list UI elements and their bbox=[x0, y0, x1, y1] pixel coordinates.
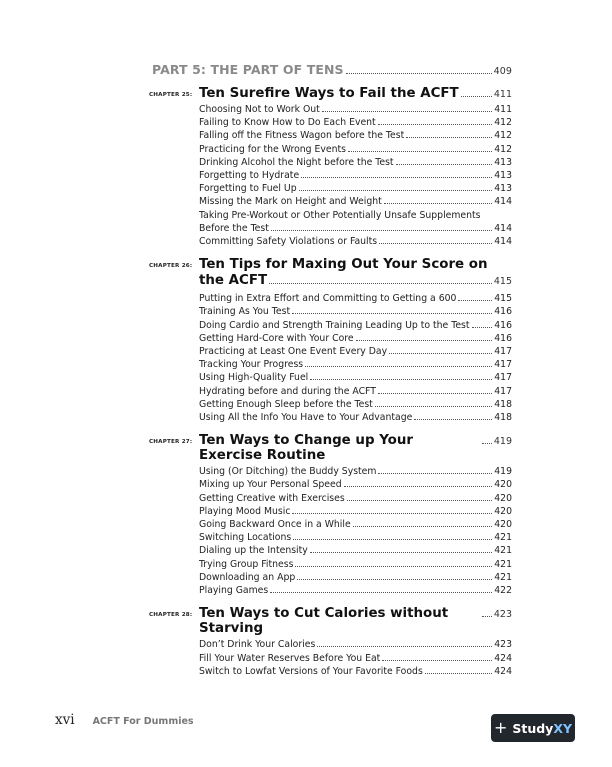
chapter-page: 415 bbox=[493, 276, 512, 288]
toc-entry[interactable] bbox=[199, 169, 512, 182]
entry-page: 416 bbox=[494, 332, 512, 344]
chapter-title: Ten Tips for Maxing Out Your Score on bbox=[199, 257, 488, 273]
entry-title: Trying Group Fitness bbox=[199, 558, 294, 570]
entry-page: 419 bbox=[494, 466, 512, 478]
entry-page: 413 bbox=[494, 170, 512, 182]
toc-entry[interactable] bbox=[199, 544, 512, 557]
dot-leader bbox=[310, 379, 492, 380]
toc-entry[interactable] bbox=[199, 209, 512, 235]
chapter-26 bbox=[149, 257, 512, 424]
entry-title: Forgetting to Hydrate bbox=[199, 170, 300, 182]
entry-title: Fill Your Water Reserves Before You Eat bbox=[199, 652, 381, 664]
part-title: PART 5: THE PART OF TENS bbox=[152, 62, 344, 77]
toc-entry[interactable] bbox=[199, 182, 512, 195]
entry-title: Missing the Mark on Height and Weight bbox=[199, 196, 382, 208]
entry-title: Switch to Lowfat Versions of Your Favorite Foods bbox=[199, 665, 423, 677]
dot-leader bbox=[292, 513, 492, 514]
table-of-contents bbox=[149, 62, 512, 678]
dot-leader bbox=[472, 327, 493, 328]
dot-leader bbox=[299, 190, 493, 191]
chapter-title-continued: the ACFT bbox=[199, 273, 268, 289]
entry-page: 417 bbox=[494, 385, 512, 397]
toc-entry[interactable] bbox=[199, 665, 512, 678]
entry-title: Downloading an App bbox=[199, 571, 296, 583]
chapter-28 bbox=[149, 606, 512, 678]
dot-leader bbox=[406, 137, 492, 138]
dot-leader bbox=[389, 353, 492, 354]
entry-title: Playing Games bbox=[199, 585, 269, 597]
toc-entry[interactable] bbox=[199, 465, 512, 478]
chapter-27 bbox=[149, 433, 512, 597]
entry-page: 413 bbox=[494, 156, 512, 168]
dot-leader bbox=[414, 419, 492, 420]
entry-title: Dialing up the Intensity bbox=[199, 545, 308, 557]
entry-title: Mixing up Your Personal Speed bbox=[199, 479, 342, 491]
entry-title: Doing Cardio and Strength Training Leading Up to the Test bbox=[199, 319, 470, 331]
toc-entry[interactable] bbox=[199, 292, 512, 305]
dot-leader bbox=[378, 473, 492, 474]
toc-entry[interactable] bbox=[199, 398, 512, 411]
toc-entry[interactable] bbox=[199, 492, 512, 505]
toc-entry[interactable] bbox=[199, 652, 512, 665]
entry-title: Failing to Know How to Do Each Event bbox=[199, 117, 376, 129]
entry-title: Getting Creative with Exercises bbox=[199, 492, 345, 504]
entry-title: Getting Enough Sleep before the Test bbox=[199, 398, 373, 410]
dot-leader bbox=[378, 393, 492, 394]
toc-entry[interactable] bbox=[199, 584, 512, 597]
entry-title: Falling off the Fitness Wagon before the Test bbox=[199, 130, 405, 142]
entry-list bbox=[199, 465, 512, 597]
entry-title: Using All the Info You Have to Your Advantage bbox=[199, 412, 413, 424]
toc-entry[interactable] bbox=[199, 116, 512, 129]
dot-leader bbox=[482, 443, 492, 444]
entry-page: 415 bbox=[494, 293, 512, 305]
entry-page: 421 bbox=[494, 545, 512, 557]
toc-entry[interactable] bbox=[199, 518, 512, 531]
chapter-label: CHAPTER 27: bbox=[149, 439, 193, 446]
dot-leader bbox=[356, 340, 493, 341]
toc-entry[interactable] bbox=[199, 156, 512, 169]
dot-leader bbox=[344, 486, 493, 487]
entry-title: Playing Mood Music bbox=[199, 505, 291, 517]
chapter-label: CHAPTER 28: bbox=[149, 612, 193, 619]
entry-page: 420 bbox=[494, 519, 512, 531]
book-title: ACFT For Dummies bbox=[92, 716, 194, 727]
entry-page: 414 bbox=[494, 222, 512, 234]
dot-leader bbox=[348, 151, 492, 152]
dot-leader bbox=[270, 592, 492, 593]
toc-entry[interactable] bbox=[199, 371, 512, 384]
toc-entry[interactable] bbox=[199, 385, 512, 398]
toc-entry[interactable] bbox=[199, 411, 512, 424]
toc-entry[interactable] bbox=[199, 558, 512, 571]
chapter-title: Ten Surefire Ways to Fail the ACFT bbox=[199, 86, 459, 101]
entry-list bbox=[199, 103, 512, 248]
entry-page: 420 bbox=[494, 505, 512, 517]
entry-page: 416 bbox=[494, 306, 512, 318]
dot-leader bbox=[461, 96, 492, 97]
entry-page: 424 bbox=[494, 665, 512, 677]
part-page: 409 bbox=[493, 66, 512, 77]
chapter-label: CHAPTER 25: bbox=[149, 92, 193, 98]
entry-title: Using High-Quality Fuel bbox=[199, 372, 309, 384]
brand-accent: XY bbox=[553, 720, 573, 736]
chapter-title: Ten Ways to Cut Calories without Starving bbox=[199, 606, 449, 637]
entry-title-continued: Before the Test bbox=[199, 222, 269, 234]
entry-page: 413 bbox=[494, 183, 512, 195]
entry-page: 421 bbox=[494, 571, 512, 583]
dot-leader bbox=[305, 366, 492, 367]
entry-title: Choosing Not to Work Out bbox=[199, 104, 320, 115]
toc-entry[interactable] bbox=[199, 305, 512, 318]
chapter-title-link[interactable] bbox=[199, 606, 512, 636]
entry-title: Hydrating before and during the ACFT bbox=[199, 385, 376, 397]
dot-leader bbox=[295, 566, 492, 567]
plus-icon: + bbox=[493, 718, 508, 737]
toc-entry[interactable] bbox=[199, 345, 512, 358]
dot-leader bbox=[301, 177, 492, 178]
entry-page: 421 bbox=[494, 558, 512, 570]
dot-leader bbox=[458, 300, 492, 301]
entry-page: 424 bbox=[494, 652, 512, 664]
chapter-title-link[interactable] bbox=[199, 257, 512, 290]
entry-page: 418 bbox=[494, 412, 512, 424]
dot-leader bbox=[425, 673, 492, 674]
toc-entry[interactable] bbox=[199, 531, 512, 544]
entry-title: Drinking Alcohol the Night before the Test bbox=[199, 156, 394, 168]
entry-page: 412 bbox=[494, 117, 512, 129]
dot-leader bbox=[271, 230, 492, 231]
part-heading[interactable] bbox=[152, 62, 512, 77]
toc-entry[interactable] bbox=[199, 103, 512, 116]
entry-page: 416 bbox=[494, 319, 512, 331]
toc-entry[interactable] bbox=[199, 332, 512, 345]
entry-page: 423 bbox=[494, 639, 512, 651]
entry-page: 412 bbox=[494, 143, 512, 155]
toc-entry[interactable] bbox=[199, 195, 512, 208]
dot-leader bbox=[375, 406, 492, 407]
brand-main: Study bbox=[512, 720, 554, 736]
entry-page: 417 bbox=[494, 359, 512, 371]
dot-leader bbox=[317, 646, 492, 647]
chapter-title-link[interactable] bbox=[199, 86, 512, 101]
entry-page: 414 bbox=[494, 236, 512, 248]
entry-title: Going Backward Once in a While bbox=[199, 519, 351, 531]
entry-title: Committing Safety Violations or Faults bbox=[199, 236, 378, 248]
entry-page: 420 bbox=[494, 479, 512, 491]
entry-page: 411 bbox=[494, 104, 512, 115]
entry-title: Forgetting to Fuel Up bbox=[199, 183, 297, 195]
entry-list bbox=[199, 292, 512, 424]
dot-leader bbox=[482, 616, 492, 617]
entry-page: 414 bbox=[494, 196, 512, 208]
entry-title: Getting Hard-Core with Your Core bbox=[199, 332, 354, 344]
chapter-title-link[interactable] bbox=[199, 433, 512, 463]
dot-leader bbox=[382, 660, 492, 661]
dot-leader bbox=[293, 539, 492, 540]
page-number: xvi bbox=[55, 712, 75, 728]
entry-title: Using (Or Ditching) the Buddy System bbox=[199, 466, 377, 478]
entry-title: Don’t Drink Your Calories bbox=[199, 639, 316, 651]
toc-entry[interactable] bbox=[199, 358, 512, 371]
entry-page: 421 bbox=[494, 532, 512, 544]
entry-list bbox=[199, 638, 512, 678]
toc-entry[interactable] bbox=[199, 235, 512, 248]
toc-entry[interactable] bbox=[199, 129, 512, 142]
dot-leader bbox=[297, 579, 492, 580]
dot-leader bbox=[310, 552, 492, 553]
dot-leader bbox=[292, 313, 492, 314]
toc-entry[interactable] bbox=[199, 505, 512, 518]
chapter-title: Ten Ways to Change up Your Exercise Routine bbox=[199, 433, 414, 464]
entry-title: Practicing for the Wrong Events bbox=[199, 143, 347, 155]
entry-title: Putting in Extra Effort and Committing to Getting a 600 bbox=[199, 293, 457, 305]
toc-entry[interactable] bbox=[199, 638, 512, 651]
entry-page: 417 bbox=[494, 372, 512, 384]
chapter-page: 411 bbox=[493, 89, 512, 100]
chapter-label: CHAPTER 26: bbox=[149, 263, 193, 270]
dot-leader bbox=[379, 243, 492, 244]
chapter-25 bbox=[149, 86, 512, 248]
entry-page: 417 bbox=[494, 346, 512, 358]
dot-leader bbox=[269, 283, 492, 284]
toc-entry[interactable] bbox=[199, 143, 512, 156]
entry-title: Training As You Test bbox=[199, 306, 291, 318]
dot-leader bbox=[353, 526, 493, 527]
chapter-page: 419 bbox=[493, 436, 512, 448]
page-footer bbox=[55, 712, 194, 728]
dot-leader bbox=[322, 111, 492, 112]
entry-title: Tracking Your Progress bbox=[199, 359, 304, 371]
dot-leader bbox=[347, 500, 493, 501]
entry-page: 422 bbox=[494, 585, 512, 597]
dot-leader bbox=[396, 164, 493, 165]
chapter-page: 423 bbox=[493, 609, 512, 621]
entry-title: Practicing at Least One Event Every Day bbox=[199, 346, 388, 358]
entry-page: 420 bbox=[494, 492, 512, 504]
dot-leader bbox=[346, 73, 492, 74]
toc-entry[interactable] bbox=[199, 571, 512, 584]
toc-entry[interactable] bbox=[199, 478, 512, 491]
entry-title: Switching Locations bbox=[199, 532, 292, 544]
studyxy-logo[interactable] bbox=[491, 714, 575, 742]
entry-title: Taking Pre-Workout or Other Potentially Unsafe Supplements bbox=[199, 209, 481, 221]
entry-page: 418 bbox=[494, 398, 512, 410]
dot-leader bbox=[384, 203, 492, 204]
entry-page: 412 bbox=[494, 130, 512, 142]
dot-leader bbox=[378, 124, 493, 125]
toc-entry[interactable] bbox=[199, 319, 512, 332]
